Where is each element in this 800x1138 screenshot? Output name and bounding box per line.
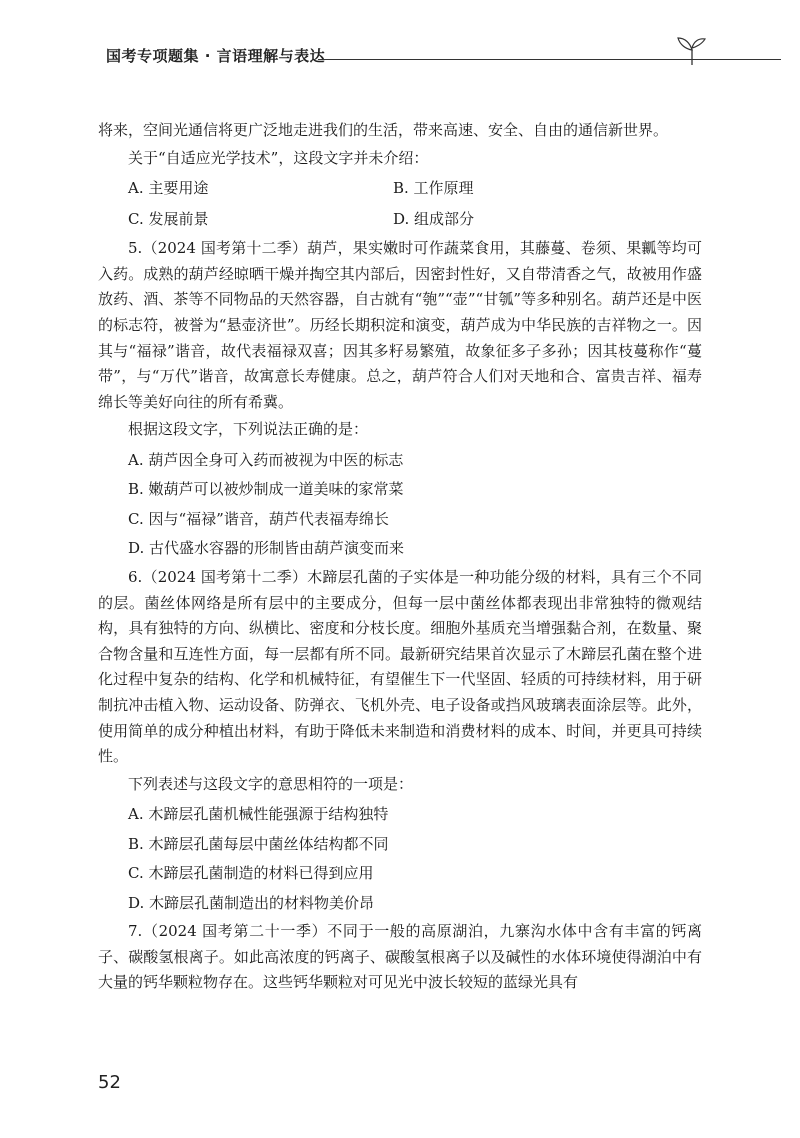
option-b: B. 嫩葫芦可以被炒制成一道美味的家常菜 [128,480,404,499]
question-stem: 根据这段文字，下列说法正确的是： [128,420,369,439]
option-a: A. 主要用途 [128,179,209,198]
option-b: B. 工作原理 [393,179,474,198]
passage-text: 5.（2024 国考第十二季）葫芦，果实嫩时可作蔬菜食用，其藤蔓、卷须、果瓤等均可入药。成熟的葫芦经晾晒干燥并掏空其内部后，因密封性好，又自带清香之气，故被用作盛放药、酒、茶等不同物品的天然容器，自古就有“匏”“壶”“甘瓠”等多种别名。葫芦还是中医的标志符，被誉为“悬壶济世”。历经长期积淀和演变，葫芦成为中华民族的吉祥物之一。因其与“福禄”谐音，故代表福禄双喜；因其多籽易繁殖，故象征多子多孙；因其枝蔓称作“蔓带”，与“万代”谐音，故寓意长寿健康。总之，葫芦符合人们对天地和合、富贵吉祥、福寿绵长等美好向往的所有希冀。 [98,239,702,411]
option-d: D. 木蹄层孔菌制造出的材料物美价昂 [128,893,375,912]
option-d: D. 组成部分 [393,210,475,229]
option-list [128,446,702,564]
question-block-5 [98,236,702,564]
header-title: 国考专项题集 · 言语理解与表达 [106,47,326,65]
option-c: C. 发展前景 [128,210,209,229]
passage-text: 将来，空间光通信将更广泛地走进我们的生活，带来高速、安全、自由的通信新世界。 [98,121,669,139]
running-header [106,45,701,75]
question-block-7 [98,919,702,996]
sprout-icon [674,35,710,67]
option-c: C. 木蹄层孔菌制造的材料已得到应用 [128,864,374,883]
passage-text: 6.（2024 国考第十二季）木蹄层孔菌的子实体是一种功能分级的材料，具有三个不同的层。菌丝体网络是所有层中的主要成分，但每一层中菌丝体都表现出非常独特的微观结构，具有独特的方向、纵横比、密度和分枝长度。细胞外基质充当增强黏合剂，在数量、聚合物含量和互连性方面，每一层都有所不同。最新研究结果首次显示了木蹄层孔菌在整个进化过程中复杂的结构、化学和机械特征，有望催生下一代坚固、轻质的可持续材料，用于研制抗冲击植入物、运动设备、防弹衣、飞机外壳、电子设备或挡风玻璃表面涂层等。此外，使用简单的成分种植出材料，有助于降低未来制造和消费材料的成本、时间，并更具可持续性。 [98,567,702,766]
option-list [128,800,702,918]
option-c: C. 因与“福禄”谐音，葫芦代表福寿绵长 [128,509,389,528]
passage-text: 7.（2024 国考第二十一季）不同于一般的高原湖泊，九寨沟水体中含有丰富的钙离子、碳酸氢根离子。如此高浓度的钙离子、碳酸氢根离子以及碱性的水体环境使得湖泊中有大量的钙华颗粒物存在。这些钙华颗粒对可见光中波长较短的蓝绿光具有 [98,922,702,992]
question-block-6 [98,565,702,918]
option-b: B. 木蹄层孔菌每层中菌丝体结构都不同 [128,834,389,853]
option-a: A. 木蹄层孔菌机械性能强源于结构独特 [128,805,389,824]
option-d: D. 古代盛水容器的形制皆由葫芦演变而来 [128,539,405,558]
question-stem: 关于“自适应光学技术”，这段文字并未介绍： [128,148,429,167]
option-grid [128,173,702,235]
option-a: A. 葫芦因全身可入药而被视为中医的标志 [128,450,404,469]
question-stem: 下列表述与这段文字的意思相符的一项是： [128,774,414,793]
page-content [98,118,702,996]
header-rule [318,59,781,60]
page-number: 52 [98,1072,121,1093]
question-block-4-tail [98,118,702,235]
